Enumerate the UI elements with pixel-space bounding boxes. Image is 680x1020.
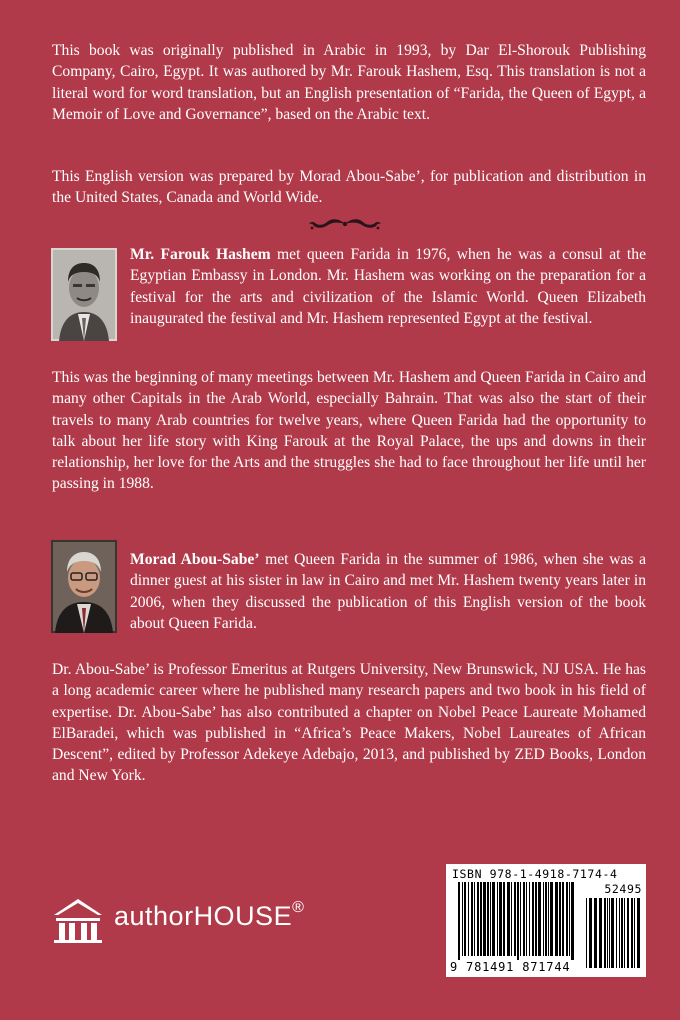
barcode-bar [535,882,537,956]
barcode-bar [492,882,495,956]
authorhouse-wordmark [114,901,304,932]
barcode-bar [559,882,561,956]
barcode-bar [545,882,547,956]
english-version-note: This English version was prepared by Morad Abou-Sabe’, for publication and distribution in the United States, Canada and World Wide. [52,168,646,207]
barcode-addon-bar [586,898,587,968]
barcode-bar [497,882,498,956]
barcode-bar [523,882,525,956]
barcode-bar [532,882,534,956]
barcode-digits: 9 781491 871744 [450,960,571,974]
barcode-addon-bar [604,898,606,968]
barcode-bar [480,882,482,956]
barcode-bar [538,882,541,956]
abou-sabe-bio-text: met Queen Farida in the summer of 1986, when she was a dinner guest at his sister in law in Cairo and met Mr. Hashem twenty years later in 2006, when they discussed the publication of this English version of the book about Queen Farida. [130,551,646,632]
morad-abou-sabe-photo [51,540,117,633]
isbn-barcode [446,864,646,977]
publisher-name-house: HOUSE [193,901,293,931]
barcode-bar [514,882,516,956]
barcode-addon-bar [627,898,629,968]
barcode-bar [477,882,479,956]
barcode-addon-bar [631,898,633,968]
professor-paragraph: Dr. Abou-Sabe’ is Professor Emeritus at Rutgers University, New Brunswick, NJ USA. He has a long academic career where he published many research papers and two book in his field of expertise. Dr. Abou-Sabe’ has also contributed a chapter on Nobel Peace Laureate Mohamed ElBaradei, which was published in “Africa’s Peace Makers, Nobel Laureates of African Descent”, edited by Professor Adekeye Adebajo, 2013, and published by ZED Books, London and New York. [52,661,646,785]
barcode-bar [474,882,475,956]
barcode-bar [458,882,460,960]
barcode-addon-bar [637,898,640,968]
barcode-bar [555,882,558,956]
barcode-bar [548,882,549,956]
farouk-hashem-photo [51,248,117,341]
barcode-bar [520,882,521,956]
isbn-number: ISBN 978-1-4918-7174-4 [452,867,618,881]
barcode-addon-bar [619,898,620,968]
barcode-bar [526,882,527,956]
barcode-bar [529,882,530,956]
barcode-addon-bar [634,898,635,968]
hashem-bio [130,244,646,329]
barcode-addon-bar [609,898,610,968]
barcode-bar [543,882,544,956]
barcode-bar [566,882,568,956]
barcode-addon-bar [624,898,625,968]
abou-sabe-name: Morad Abou-Sabe’ [130,551,260,568]
barcode-bar [562,882,564,956]
barcode-bar [503,882,505,956]
barcode-bar [462,882,463,956]
barcode-bar [468,882,469,956]
authorhouse-building-icon [50,897,106,943]
barcode-bar [471,882,473,956]
barcode-bar [464,882,466,956]
barcode-addon-bar [594,898,597,968]
hashem-bio-text: met queen Farida in 1976, when he was a consul at the Egyptian Embassy in London. Mr. Hashem was working on the preparation for a festival for the arts and civilization of the Islamic World. Queen Elizabeth inaugurated the festival and Mr. Hashem represented Egypt at the festival. [130,246,646,327]
publisher-name-author: author [114,901,194,931]
barcode-bar [507,882,510,956]
barcode-addon-bar [607,898,608,968]
publication-note: This book was originally published in Arabic in 1993, by Dar El-Shorouk Publishing Company, Cairo, Egypt. It was authored by Mr. Farouk Hashem, Esq. This translation is not a literal word for word translation, but an English presentation of “Farida, the Queen of Egypt, a Memoir of Love and Governance”, based on the Arabic text. [52,42,646,123]
meetings-paragraph: This was the beginning of many meetings between Mr. Hashem and Queen Farida in Cairo and many other Capitals in the Arab World, especially Bahrain. That was also the start of their travels to many Arab countries for twelve years, where Queen Farida had the opportunity to talk about her life story with King Farouk at the Royal Palace, the ups and downs in their relationship, her love for the Arts and the struggles she had to face throughout her life until her passing in 1988. [52,369,646,493]
barcode-addon-bar [611,898,614,968]
barcode-addon-bar [621,898,623,968]
barcode-bar [483,882,486,956]
hashem-name: Mr. Farouk Hashem [130,246,271,263]
barcode-bar [487,882,489,956]
barcode-bar [517,882,519,960]
price-code: 52495 [604,882,642,896]
ornament-divider-icon [307,216,383,232]
abou-sabe-bio [130,549,646,634]
barcode-bar [511,882,512,956]
barcode-bar [499,882,502,956]
barcode-addon-bar [589,898,592,968]
registered-mark: ® [292,899,305,916]
barcode-bar [569,882,570,956]
barcode-addon-bar [599,898,602,968]
barcode-bar [571,882,574,960]
barcode-bar [490,882,491,956]
barcode-bar [550,882,553,956]
barcode-addon-bar [616,898,617,968]
authorhouse-logo [50,895,310,945]
